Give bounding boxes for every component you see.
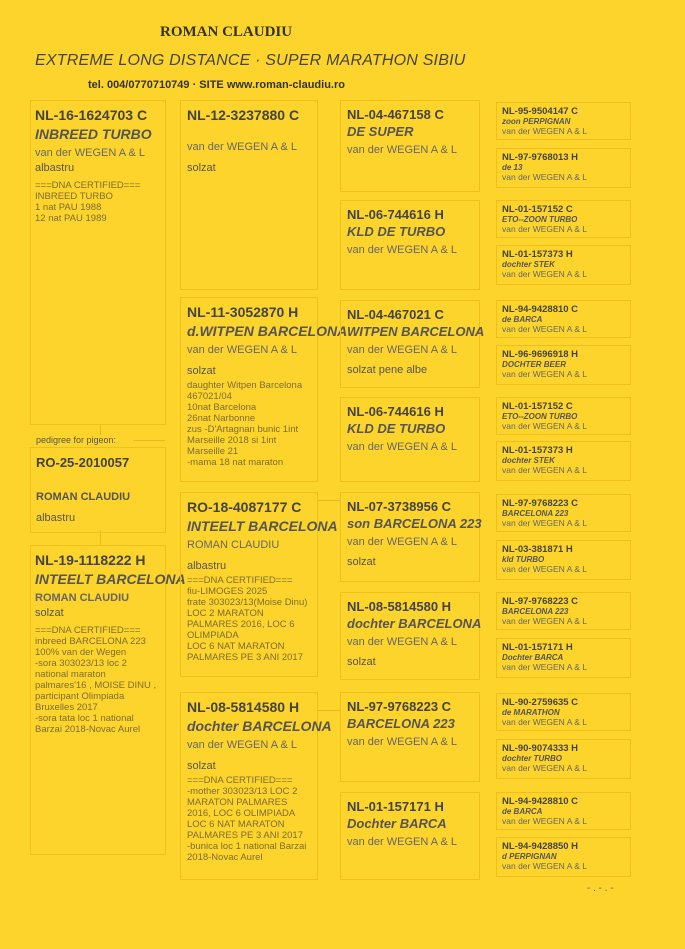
subject-breeder: ROMAN CLAUDIU [36, 491, 131, 503]
gen3-color: solzat pene albe [347, 364, 428, 376]
gen4-breeder: van der WEGEN A & L [502, 616, 588, 626]
gen4-ring: NL-97-9768223 C [502, 498, 579, 509]
dam-breeder: ROMAN CLAUDIU [35, 592, 130, 604]
gen4-breeder: van der WEGEN A & L [502, 717, 588, 727]
gen4-name: Dochter BARCA [502, 653, 564, 662]
gen4-name: de MARATHON [502, 708, 560, 717]
gen3-card[interactable] [340, 492, 480, 582]
gen2-color: solzat [187, 365, 216, 377]
gen2-ring: NL-11-3052870 H [187, 304, 299, 320]
gen4-breeder: van der WEGEN A & L [502, 224, 588, 234]
gen2-name: dochter BARCELONA [187, 718, 332, 734]
gen2-ring: RO-18-4087177 C [187, 499, 302, 515]
gen4-ring: NL-97-9768013 H [502, 152, 579, 163]
gen3-name: WITPEN BARCELONA [347, 324, 485, 339]
gen4-name: zoon PERPIGNAN [502, 117, 571, 126]
gen3-name: KLD DE TURBO [347, 224, 446, 239]
gen3-color: solzat [347, 556, 376, 568]
gen3-card[interactable] [340, 200, 480, 290]
gen2-color: albastru [187, 560, 227, 572]
gen4-card[interactable] [496, 540, 631, 580]
gen2-breeder: van der WEGEN A & L [187, 141, 298, 153]
gen2-notes: ===DNA CERTIFIED=== -mother 303023/13 LOC 2 MARATON PALMARES 2016, LOC 6 OLIMPIADA LOC 6 NAT MARATON PALMARES PE 3 ANI 2017 -bunica loc 1 national Barzai 2018-Novac Aurel [187, 775, 307, 863]
gen3-name: dochter BARCELONA [347, 616, 482, 631]
gen4-breeder: van der WEGEN A & L [502, 763, 588, 773]
gen3-card[interactable] [340, 692, 480, 782]
sire-notes: ===DNA CERTIFIED=== INBREED TURBO 1 nat PAU 1988 12 nat PAU 1989 [35, 180, 141, 224]
gen4-breeder: van der WEGEN A & L [502, 518, 588, 528]
gen3-ring: NL-01-157171 H [347, 799, 444, 814]
gen4-card[interactable] [496, 494, 631, 532]
connector-line [318, 500, 340, 501]
gen3-breeder: van der WEGEN A & L [347, 244, 458, 256]
gen4-card[interactable] [496, 792, 631, 830]
gen2-breeder: van der WEGEN A & L [187, 739, 298, 751]
gen3-card[interactable] [340, 792, 480, 880]
gen3-breeder: van der WEGEN A & L [347, 636, 458, 648]
breeder-name-header: ROMAN CLAUDIU [160, 24, 293, 40]
gen4-ring: NL-03-381871 H [502, 544, 573, 555]
gen4-breeder: van der WEGEN A & L [502, 369, 588, 379]
gen4-breeder: van der WEGEN A & L [502, 421, 588, 431]
gen4-breeder: van der WEGEN A & L [502, 126, 588, 136]
gen3-name: son BARCELONA 223 [347, 516, 482, 531]
label-rule [133, 440, 165, 441]
gen4-name: ETO--ZOON TURBO [502, 215, 578, 224]
gen4-ring: NL-95-9504147 C [502, 106, 579, 117]
gen2-color: solzat [187, 162, 216, 174]
footer-mark: - . - . - [587, 883, 614, 894]
gen4-ring: NL-01-157152 C [502, 401, 573, 412]
gen4-card[interactable] [496, 441, 631, 481]
gen3-breeder: van der WEGEN A & L [347, 441, 458, 453]
gen4-ring: NL-01-157171 H [502, 642, 573, 653]
gen4-name: dochter STEK [502, 456, 555, 465]
gen2-breeder: van der WEGEN A & L [187, 344, 298, 356]
gen3-card[interactable] [340, 300, 485, 388]
gen3-name: DE SUPER [347, 124, 414, 139]
gen4-card[interactable] [496, 693, 631, 731]
gen4-card[interactable] [496, 592, 631, 630]
gen4-card[interactable] [496, 345, 631, 385]
gen4-breeder: van der WEGEN A & L [502, 816, 588, 826]
gen3-ring: NL-06-744616 H [347, 207, 444, 222]
gen4-name: de BARCA [502, 807, 543, 816]
gen4-card[interactable] [496, 300, 631, 338]
gen4-breeder: van der WEGEN A & L [502, 269, 588, 279]
gen3-breeder: van der WEGEN A & L [347, 836, 458, 848]
dam-color: solzat [35, 607, 64, 619]
pedigree-label: pedigree for pigeon: [36, 435, 117, 445]
dam-ring: NL-19-1118222 H [35, 552, 146, 568]
gen4-name: de 13 [502, 163, 523, 172]
gen3-card[interactable] [340, 397, 480, 482]
gen3-ring: NL-04-467158 C [347, 107, 444, 122]
gen3-ring: NL-04-467021 C [347, 307, 444, 322]
subject-color: albastru [36, 512, 76, 524]
sire-card[interactable] [30, 100, 166, 425]
gen3-name: BARCELONA 223 [347, 716, 455, 731]
gen4-breeder: van der WEGEN A & L [502, 465, 588, 475]
gen3-breeder: van der WEGEN A & L [347, 536, 458, 548]
gen4-card[interactable] [496, 739, 631, 779]
gen2-ring: NL-12-3237880 C [187, 107, 300, 123]
gen3-name: KLD DE TURBO [347, 421, 446, 436]
dam-card[interactable] [30, 545, 186, 855]
gen2-card[interactable] [180, 100, 318, 290]
gen4-card[interactable] [496, 837, 631, 877]
gen4-ring: NL-01-157373 H [502, 445, 573, 456]
gen4-ring: NL-01-157373 H [502, 249, 573, 260]
gen4-name: d PERPIGNAN [502, 852, 557, 861]
gen4-breeder: van der WEGEN A & L [502, 564, 588, 574]
gen4-card[interactable] [496, 200, 631, 238]
gen4-name: BARCELONA 223 [502, 509, 569, 518]
loft-title: EXTREME LONG DISTANCE · SUPER MARATHON SIBIU [35, 52, 466, 69]
gen4-ring: NL-94-9428850 H [502, 841, 579, 852]
dam-name: INTEELT BARCELONA [35, 571, 186, 587]
gen3-ring: NL-06-744616 H [347, 404, 444, 419]
gen4-ring: NL-94-9428810 C [502, 796, 579, 807]
gen3-breeder: van der WEGEN A & L [347, 144, 458, 156]
gen2-notes: ===DNA CERTIFIED=== fiu-LIMOGES 2025 frate 303023/13(Moise Dinu) LOC 2 MARATON PALMARES 2016, LOC 6 OLIMPIADA LOC 6 NAT MARATON PALMARES PE 3 ANI 2017 [187, 575, 308, 663]
gen3-breeder: van der WEGEN A & L [347, 344, 458, 356]
gen4-card[interactable] [496, 638, 631, 678]
gen2-ring: NL-08-5814580 H [187, 699, 300, 715]
gen4-card[interactable] [496, 148, 631, 188]
contact-line: tel. 004/0770710749 · SITE www.roman-claudiu.ro [88, 79, 345, 91]
gen4-card[interactable] [496, 397, 631, 435]
gen3-color: solzat [347, 656, 376, 668]
dam-notes: ===DNA CERTIFIED=== inbreed BARCELONA 223 100% van der Wegen -sora 303023/13 loc 2 national maraton palmares'16 , MOISE DINU , participant Olimpiada Bruxelles 2017 -sora tata loc 1 national Barzai 2018-Novac Aurel [35, 625, 157, 735]
gen2-card[interactable] [180, 297, 348, 482]
gen4-name: dochter TURBO [502, 754, 562, 763]
gen3-card[interactable] [340, 592, 480, 680]
gen4-breeder: van der WEGEN A & L [502, 861, 588, 871]
gen4-name: dochter STEK [502, 260, 555, 269]
gen4-breeder: van der WEGEN A & L [502, 172, 588, 182]
gen3-card[interactable] [340, 100, 480, 192]
gen4-ring: NL-90-2759635 C [502, 697, 579, 708]
gen4-name: BARCELONA 223 [502, 607, 569, 616]
gen4-ring: NL-90-9074333 H [502, 743, 579, 754]
gen2-card[interactable] [180, 692, 332, 880]
subject-ring: RO-25-2010057 [36, 455, 130, 470]
sire-ring: NL-16-1624703 C [35, 107, 148, 123]
gen3-ring: NL-07-3738956 C [347, 499, 452, 514]
gen2-color: solzat [187, 760, 216, 772]
gen4-name: DOCHTER BEER [502, 360, 567, 369]
gen2-notes: daughter Witpen Barcelona 467021/04 10nat Barcelona 26nat Narbonne zus -D'Artagnan bunic 1int Marseille 2018 si 1int Marseille 21 -mama 18 nat maraton [187, 380, 303, 468]
gen4-name: kld TURBO [502, 555, 545, 564]
gen3-ring: NL-97-9768223 C [347, 699, 452, 714]
gen4-ring: NL-94-9428810 C [502, 304, 579, 315]
gen4-ring: NL-96-9696918 H [502, 349, 579, 360]
gen3-breeder: van der WEGEN A & L [347, 736, 458, 748]
sire-name: INBREED TURBO [35, 126, 152, 142]
gen4-card[interactable] [496, 245, 631, 285]
gen3-name: Dochter BARCA [347, 816, 447, 831]
gen4-card[interactable] [496, 102, 631, 140]
gen4-name: ETO--ZOON TURBO [502, 412, 578, 421]
sire-breeder: van der WEGEN A & L [35, 147, 146, 159]
connector-line [318, 710, 340, 711]
gen4-breeder: van der WEGEN A & L [502, 662, 588, 672]
connector-line [100, 425, 101, 435]
gen4-name: de BARCA [502, 315, 543, 324]
gen2-breeder: ROMAN CLAUDIU [187, 539, 280, 551]
gen4-breeder: van der WEGEN A & L [502, 324, 588, 334]
sire-color: albastru [35, 162, 75, 174]
gen4-ring: NL-01-157152 C [502, 204, 573, 215]
gen4-ring: NL-97-9768223 C [502, 596, 579, 607]
gen2-card[interactable] [180, 492, 338, 677]
gen2-name: d.WITPEN BARCELONA [187, 323, 348, 339]
gen3-ring: NL-08-5814580 H [347, 599, 452, 614]
gen2-name: INTEELT BARCELONA [187, 518, 338, 534]
